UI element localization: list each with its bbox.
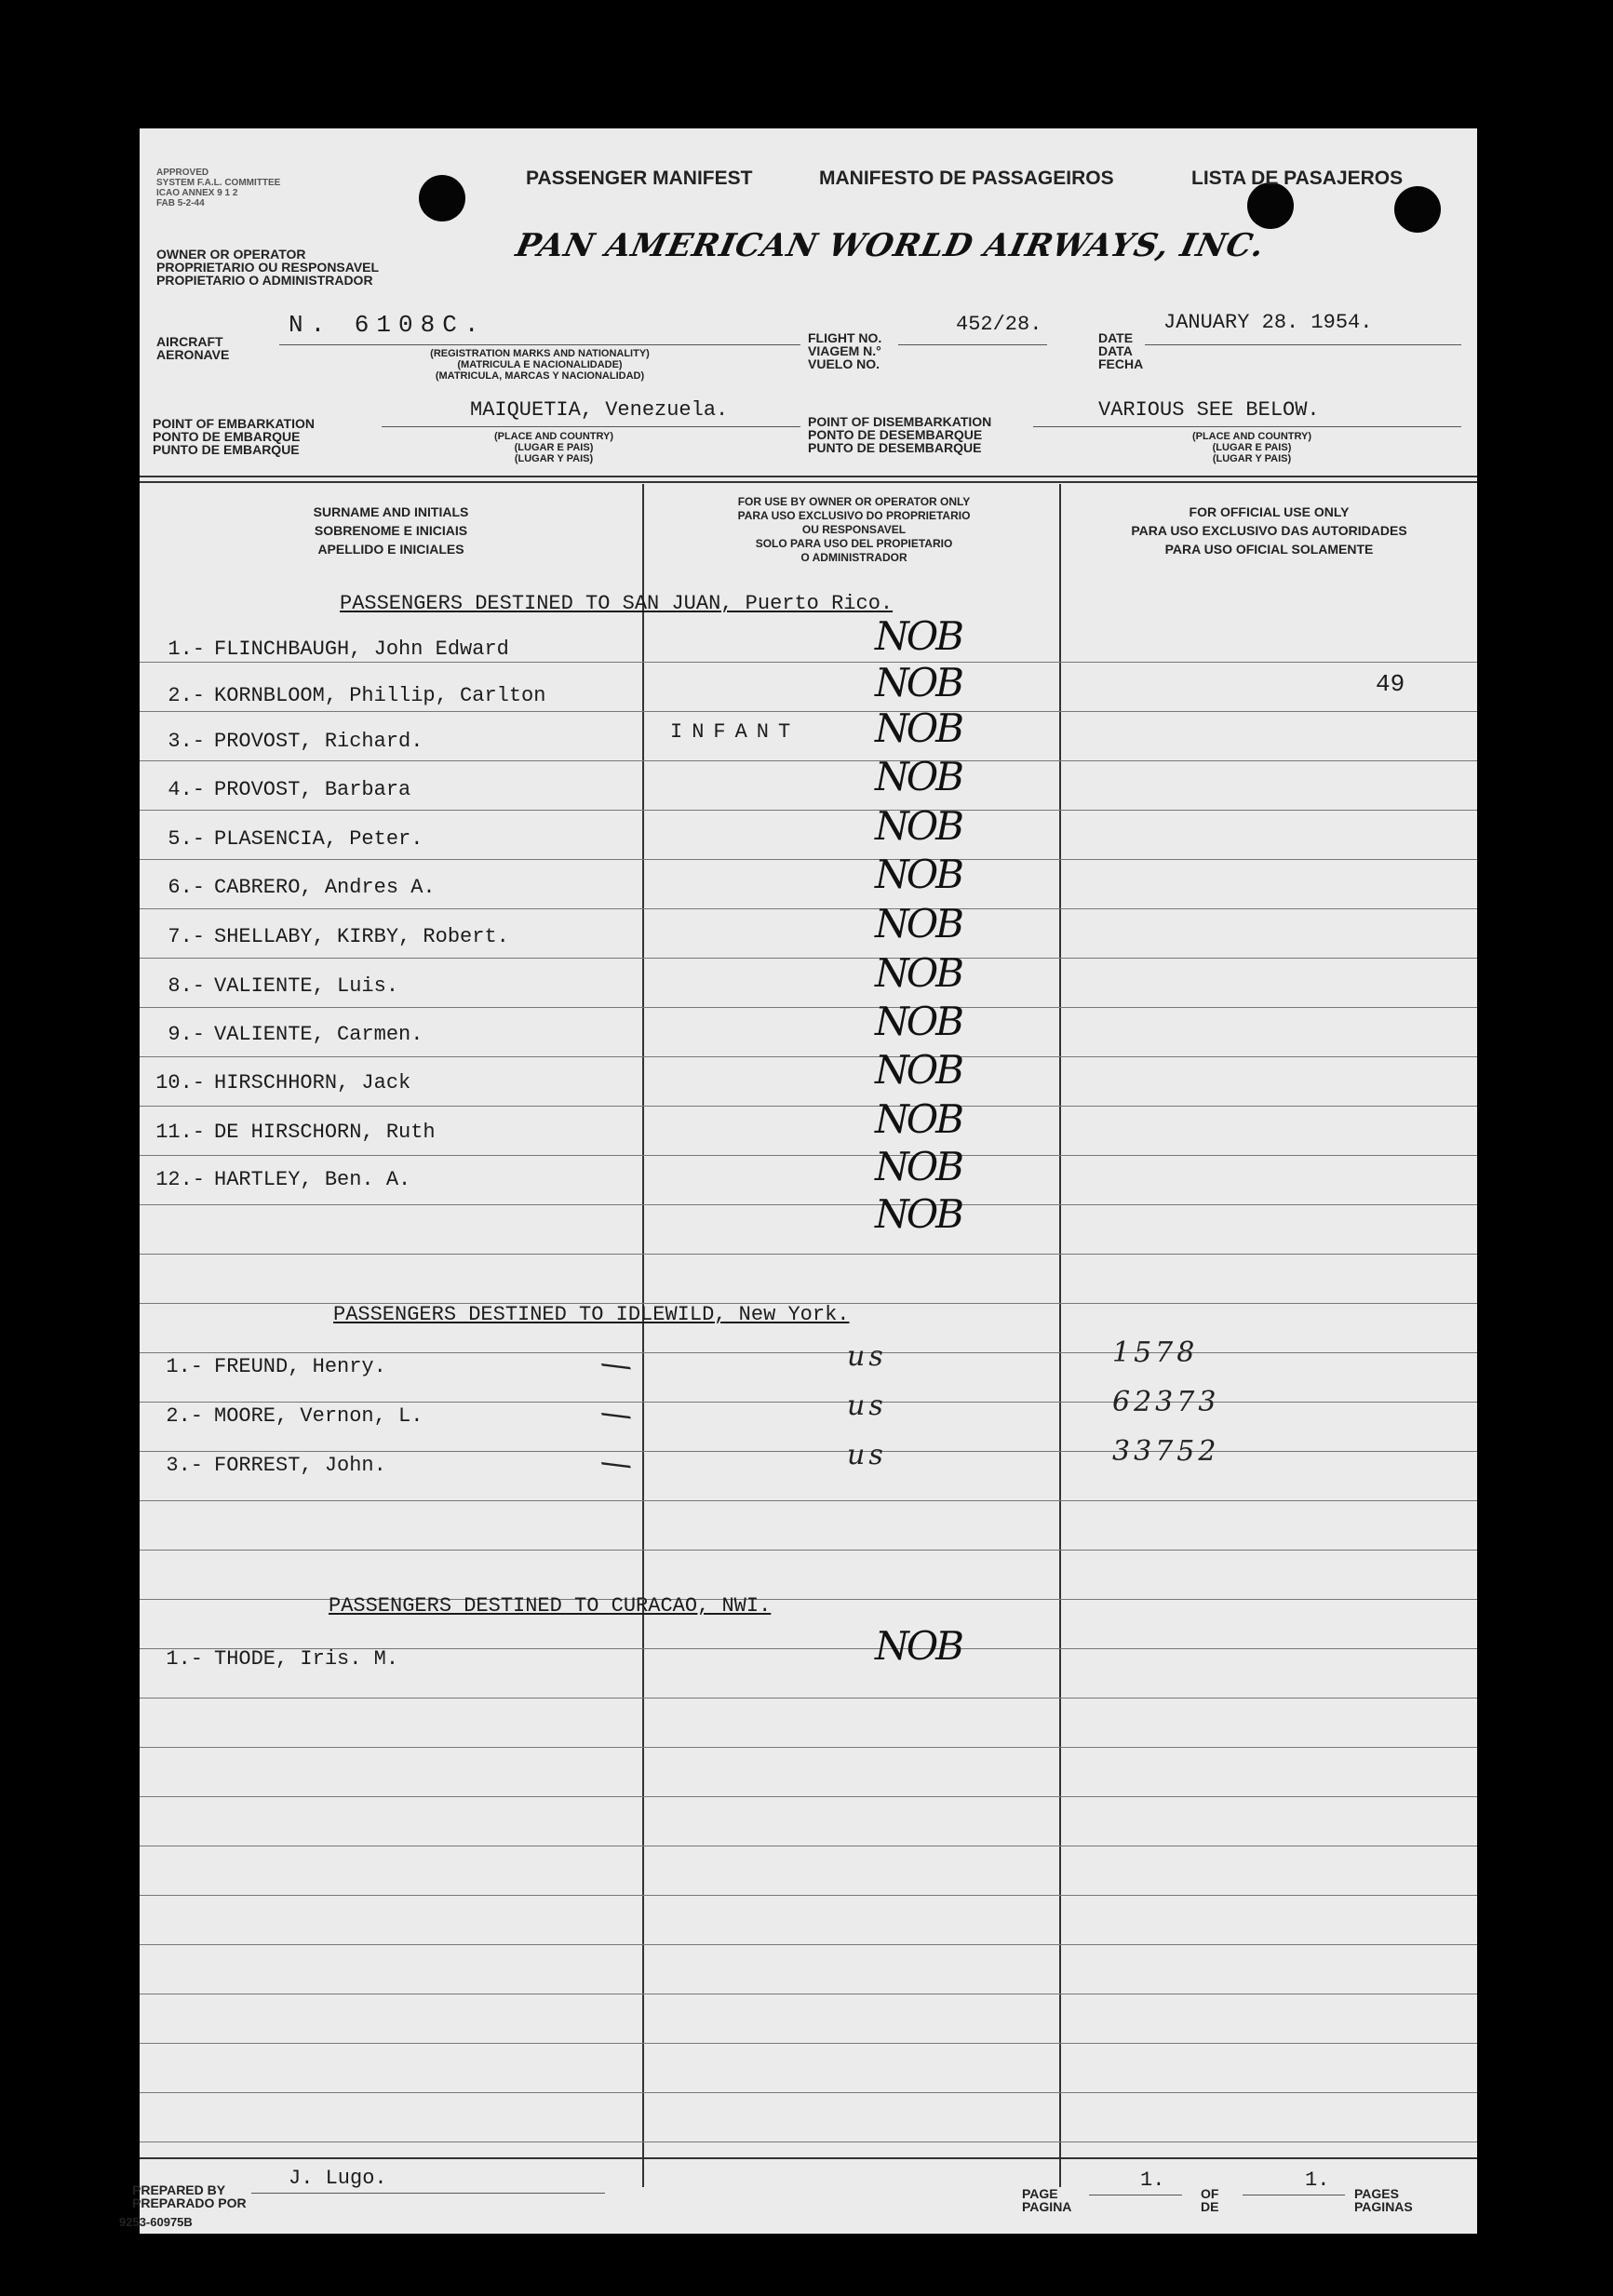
caption-line: (LUGAR Y PAIS) xyxy=(514,453,594,464)
ruled-line xyxy=(140,1254,1477,1255)
passenger-number: 1.- xyxy=(168,638,205,661)
aircraft-value: N. 6108C. xyxy=(289,311,487,339)
header-pt: MANIFESTO DE PASSAGEIROS xyxy=(819,168,1114,189)
ruled-line xyxy=(140,1155,1477,1156)
flight-label xyxy=(808,331,881,370)
status-mark: NOB xyxy=(875,660,962,705)
ruled-line xyxy=(140,1895,1477,1896)
col-header-line: FOR USE BY OWNER OR OPERATOR ONLY xyxy=(737,495,971,508)
date-value: JANUARY 28. 1954. xyxy=(1163,311,1373,334)
ruled-line xyxy=(140,1698,1477,1699)
passenger-name: VALIENTE, Carmen. xyxy=(214,1023,423,1046)
ruled-line xyxy=(140,958,1477,959)
passenger-number: 12.- xyxy=(155,1168,205,1191)
passenger-name: KORNBLOOM, Phillip, Carlton xyxy=(214,684,546,707)
col2-header xyxy=(647,495,1061,565)
ruled-line xyxy=(140,1796,1477,1797)
page-label xyxy=(1022,2187,1071,2213)
status-mark: NOB xyxy=(875,950,962,996)
ruled-line xyxy=(140,2092,1477,2093)
manifest-sheet xyxy=(119,128,1477,2234)
aircraft-label xyxy=(156,335,229,361)
passenger-name: PROVOST, Barbara xyxy=(214,778,411,801)
embarkation-value: MAIQUETIA, Venezuela. xyxy=(470,398,729,422)
prepared-label-line: PREPARED BY xyxy=(132,2182,226,2197)
official-number: 1578 xyxy=(1112,1336,1199,1369)
embark-label xyxy=(153,417,315,456)
form-number: 9253-60975B xyxy=(119,2215,193,2229)
date-label-line: DATE xyxy=(1098,330,1134,345)
status-mark: NOB xyxy=(875,1623,962,1669)
status-mark: NOB xyxy=(875,999,962,1044)
passenger-number: 5.- xyxy=(168,827,205,851)
passenger-number: 1.- xyxy=(166,1355,203,1378)
prepared-label-line: PREPARADO POR xyxy=(132,2195,247,2210)
embark-label-line: PONTO DE EMBARQUE xyxy=(153,429,301,444)
total-pages: 1. xyxy=(1305,2168,1330,2192)
ruled-line xyxy=(140,711,1477,712)
caption-line: (LUGAR Y PAIS) xyxy=(1212,453,1292,464)
caption-line: (REGISTRATION MARKS AND NATIONALITY) xyxy=(430,348,650,359)
col-header-line: APELLIDO E INICIALES xyxy=(317,542,464,557)
col-header-line: PARA USO EXCLUSIVO DO PROPRIETARIO xyxy=(737,509,971,522)
pages-label-line: PAGES xyxy=(1354,2186,1399,2201)
status-mark: NOB xyxy=(875,705,962,751)
passenger-name: FREUND, Henry. xyxy=(214,1355,386,1378)
ruled-line xyxy=(140,2043,1477,2044)
flight-label-line: FLIGHT NO. xyxy=(808,330,882,345)
caption-line: (PLACE AND COUNTRY) xyxy=(493,431,614,442)
passenger-name: VALIENTE, Luis. xyxy=(214,974,399,998)
status-mark: NOB xyxy=(875,901,962,947)
embark-label-line: POINT OF EMBARKATION xyxy=(153,416,315,431)
passenger-name: MOORE, Vernon, L. xyxy=(214,1404,423,1428)
flight-label-line: VIAGEM N.° xyxy=(808,343,881,358)
disembark-label-line: POINT OF DISEMBARKATION xyxy=(808,414,992,429)
official-number: 62373 xyxy=(1112,1386,1220,1418)
passenger-name: PLASENCIA, Peter. xyxy=(214,827,423,851)
disembark-place-caption xyxy=(1145,431,1359,464)
caption-line: (PLACE AND COUNTRY) xyxy=(1191,431,1312,442)
ruled-line xyxy=(140,1747,1477,1748)
passenger-name: HIRSCHHORN, Jack xyxy=(214,1071,411,1094)
ruled-line xyxy=(140,1500,1477,1501)
ruled-line xyxy=(140,1056,1477,1057)
approval-line: SYSTEM F.A.L. COMMITTEE xyxy=(156,178,281,188)
aircraft-label-line: AIRCRAFT xyxy=(156,334,223,349)
pages-label-line: PAGINAS xyxy=(1354,2199,1413,2214)
passenger-name: THODE, Iris. M. xyxy=(214,1647,399,1671)
passenger-name: HARTLEY, Ben. A. xyxy=(214,1168,411,1191)
passenger-number: 2.- xyxy=(166,1404,203,1428)
status-mark: NOB xyxy=(875,1047,962,1093)
disembarkation-value: VARIOUS SEE BELOW. xyxy=(1098,398,1320,422)
status-mark: NOB xyxy=(875,613,962,659)
status-mark: NOB xyxy=(875,803,962,849)
passenger-number: 3.- xyxy=(166,1454,203,1477)
passenger-number: 1.- xyxy=(166,1647,203,1671)
passenger-number: 3.- xyxy=(168,730,205,753)
ruled-line xyxy=(140,1106,1477,1107)
header-en: PASSENGER MANIFEST xyxy=(526,168,753,189)
passenger-number: 9.- xyxy=(168,1023,205,1046)
ruled-line xyxy=(140,1550,1477,1551)
passenger-number: 4.- xyxy=(168,778,205,801)
status-mark: NOB xyxy=(875,852,962,897)
pages-label xyxy=(1354,2187,1413,2213)
prepared-label xyxy=(132,2183,247,2209)
embark-place-caption xyxy=(447,431,661,464)
approval-line: APPROVED xyxy=(156,168,209,178)
ruled-line xyxy=(140,1352,1477,1353)
caption-line: (MATRICULA, MARCAS Y NACIONALIDAD) xyxy=(435,370,645,382)
passenger-note: INFANT xyxy=(670,720,800,744)
disembark-label-line: PUNTO DE DESEMBARQUE xyxy=(808,440,982,455)
date-label xyxy=(1098,331,1143,370)
passenger-note: / xyxy=(597,1453,638,1481)
passenger-number: 6.- xyxy=(168,876,205,899)
group-heading: PASSENGERS DESTINED TO IDLEWILD, New York. xyxy=(333,1303,850,1326)
status-mark: NOB xyxy=(875,754,962,799)
page-label-line: PAGE xyxy=(1022,2186,1058,2201)
date-label-line: DATA xyxy=(1098,343,1133,358)
ruled-line xyxy=(140,1451,1477,1452)
owner-label-line: PROPRIETARIO OU RESPONSAVEL xyxy=(156,260,380,275)
flight-value: 452/28. xyxy=(956,313,1042,336)
group-heading: PASSENGERS DESTINED TO SAN JUAN, Puerto Rico. xyxy=(340,592,894,615)
embark-label-line: PUNTO DE EMBARQUE xyxy=(153,442,300,457)
page-label-line: PAGINA xyxy=(1022,2199,1072,2214)
page-number: 1. xyxy=(1140,2168,1165,2192)
passenger-note: / xyxy=(597,1403,638,1431)
caption-line: (LUGAR E PAIS) xyxy=(1212,442,1292,453)
ruled-line xyxy=(140,908,1477,909)
caption-line: (MATRICULA E NACIONALIDADE) xyxy=(457,359,623,370)
passenger-number: 8.- xyxy=(168,974,205,998)
col1-header xyxy=(140,503,642,558)
owner-label xyxy=(156,248,379,287)
passenger-name: FLINCHBAUGH, John Edward xyxy=(214,638,509,661)
status-mark: us xyxy=(847,1340,887,1373)
punch-hole xyxy=(419,175,465,222)
ruled-line xyxy=(140,1204,1477,1205)
approval-line: ICAO ANNEX 9 1 2 xyxy=(156,188,238,198)
passenger-number: 10.- xyxy=(155,1071,205,1094)
col-header-line: PARA USO EXCLUSIVO DAS AUTORIDADES xyxy=(1131,523,1407,538)
col-header-line: O ADMINISTRADOR xyxy=(800,551,907,564)
date-label-line: FECHA xyxy=(1098,356,1144,371)
disembark-label-line: PONTO DE DESEMBARQUE xyxy=(808,427,983,442)
registration-caption xyxy=(354,348,726,382)
header-es: LISTA DE PASAJEROS xyxy=(1191,168,1404,189)
group-heading: PASSENGERS DESTINED TO CURACAO, NWI. xyxy=(329,1594,772,1618)
passenger-number: 7.- xyxy=(168,925,205,948)
margin-note: 49 xyxy=(1376,670,1405,698)
owner-label-line: OWNER OR OPERATOR xyxy=(156,247,306,262)
passenger-name: FORREST, John. xyxy=(214,1454,386,1477)
flight-label-line: VUELO NO. xyxy=(808,356,880,371)
status-mark: us xyxy=(847,1439,887,1471)
of-label-line: OF xyxy=(1201,2186,1219,2201)
ruled-line xyxy=(140,1944,1477,1945)
col-header-line: SURNAME AND INITIALS xyxy=(313,504,469,519)
caption-line: (LUGAR E PAIS) xyxy=(514,442,594,453)
passenger-note: / xyxy=(597,1354,638,1382)
ruled-line xyxy=(140,1007,1477,1008)
airline-name: PAN AMERICAN WORLD AIRWAYS, INC. xyxy=(512,227,1269,264)
col-header-line: PARA USO OFICIAL SOLAMENTE xyxy=(1164,542,1374,557)
col-header-line: OU RESPONSAVEL xyxy=(801,523,907,536)
status-mark: NOB xyxy=(875,1144,962,1189)
col-header-line: FOR OFFICIAL USE ONLY xyxy=(1189,504,1350,519)
passenger-name: PROVOST, Richard. xyxy=(214,730,423,753)
passenger-name: CABRERO, Andres A. xyxy=(214,876,436,899)
ruled-line xyxy=(140,810,1477,811)
passenger-number: 2.- xyxy=(168,684,205,707)
punch-hole xyxy=(1394,186,1441,233)
ruled-line xyxy=(140,859,1477,860)
owner-label-line: PROPIETARIO O ADMINISTRADOR xyxy=(156,273,373,288)
official-number: 33752 xyxy=(1112,1435,1220,1468)
approval-line: FAB 5-2-44 xyxy=(156,198,205,208)
aircraft-label-line: AERONAVE xyxy=(156,347,230,362)
col3-header xyxy=(1061,503,1477,558)
of-label-line: DE xyxy=(1201,2199,1219,2214)
status-mark: NOB xyxy=(875,1096,962,1142)
status-mark: us xyxy=(847,1390,887,1422)
ruled-line xyxy=(140,662,1477,663)
of-label xyxy=(1201,2187,1218,2213)
disembark-label xyxy=(808,415,991,454)
col-header-line: SOBRENOME E INICIAIS xyxy=(314,523,468,538)
passenger-number: 11.- xyxy=(155,1121,205,1144)
passenger-name: DE HIRSCHORN, Ruth xyxy=(214,1121,436,1144)
prepared-by: J. Lugo. xyxy=(289,2167,387,2190)
passenger-name: SHELLABY, KIRBY, Robert. xyxy=(214,925,509,948)
ruled-line xyxy=(140,760,1477,761)
ruled-line xyxy=(140,1402,1477,1403)
col-header-line: SOLO PARA USO DEL PROPIETARIO xyxy=(755,537,953,550)
approval-block xyxy=(156,168,280,208)
status-mark: NOB xyxy=(875,1191,962,1237)
